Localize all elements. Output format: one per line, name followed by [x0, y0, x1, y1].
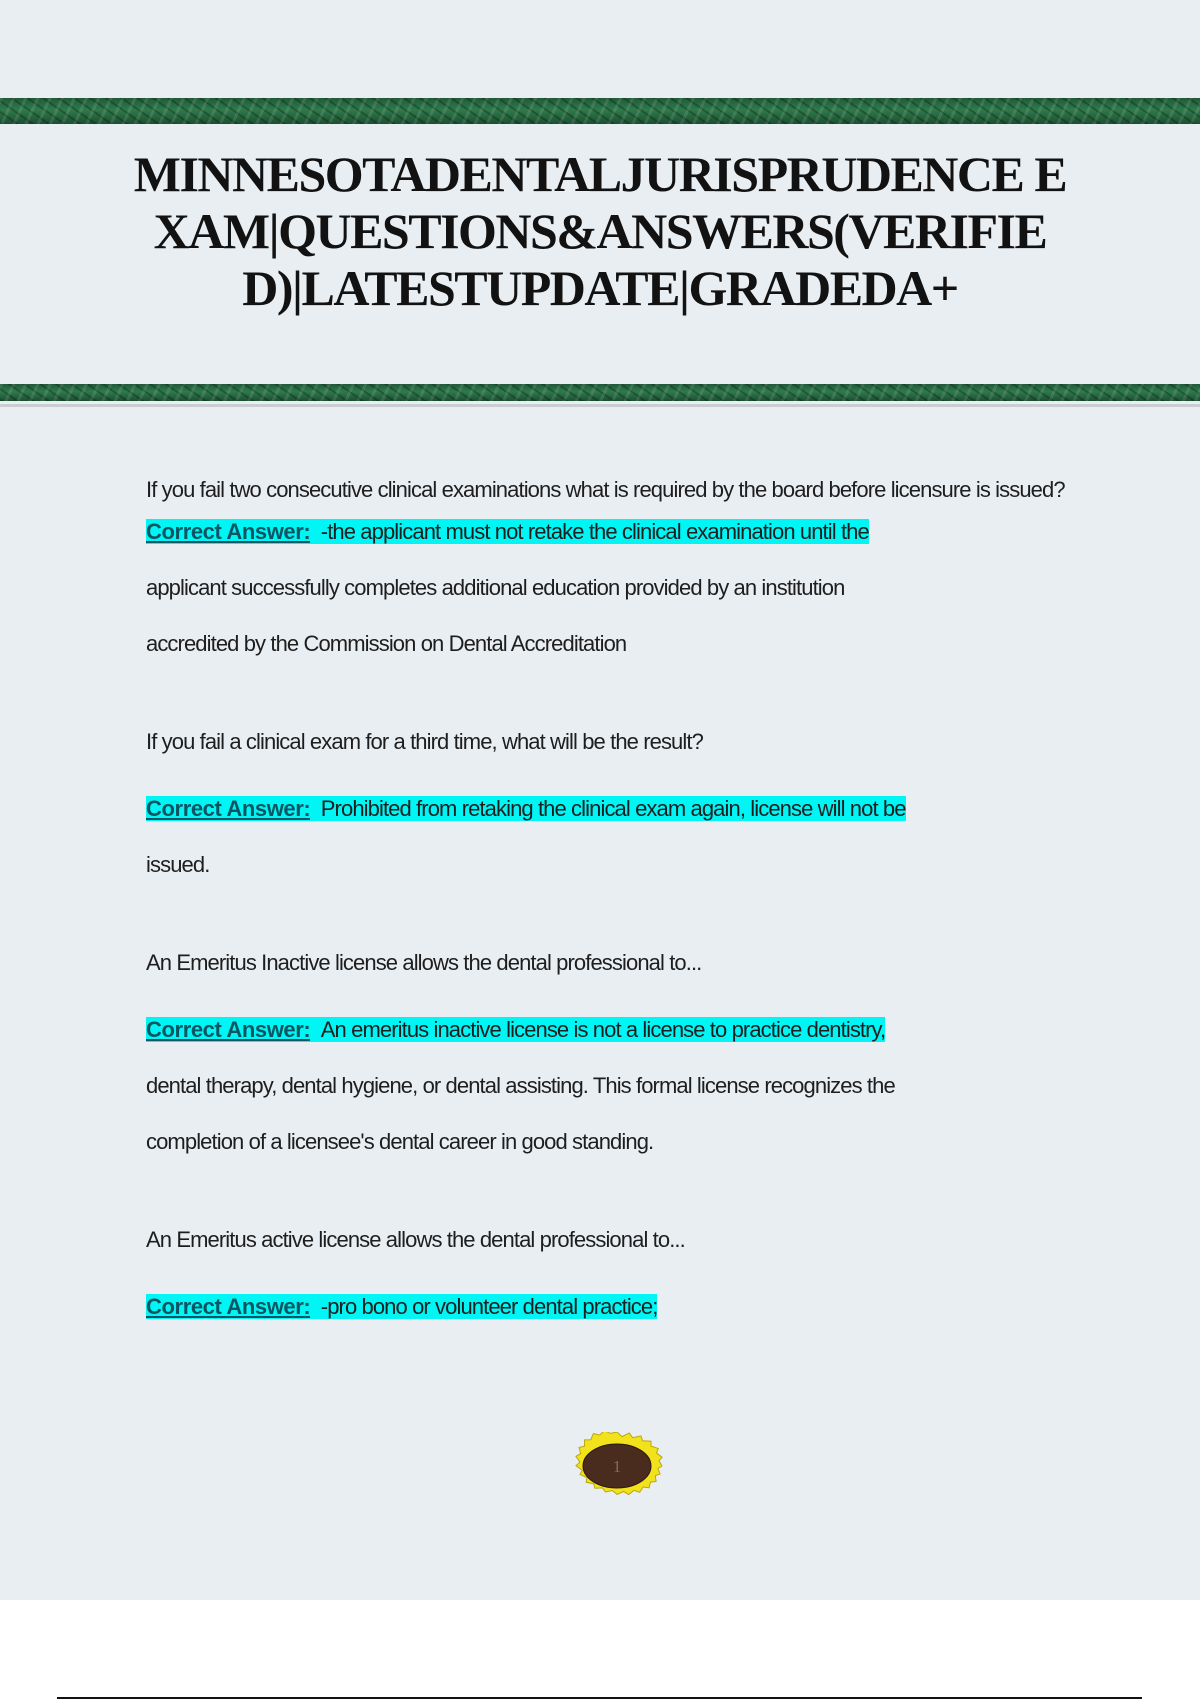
- answer-text: An emeritus inactive license is not a license to practice dentistry,: [320, 1017, 886, 1042]
- answer-continuation: accredited by the Commission on Dental Accreditation: [146, 631, 627, 656]
- answer-continuation: issued.: [146, 852, 210, 877]
- bottom-decorative-band: [0, 384, 1200, 401]
- answer-line: [146, 1002, 1096, 1058]
- question-text: An Emeritus active license allows the dental professional to...: [146, 1227, 685, 1252]
- qa-item-2: [146, 728, 1096, 893]
- answer-continuation: completion of a licensee's dental career in good standing.: [146, 1129, 654, 1154]
- answer-highlight: [310, 1294, 657, 1319]
- answer-continuation: dental therapy, dental hygiene, or dental assisting. This formal license recognizes the: [146, 1073, 895, 1098]
- page-number-sunburst-icon: [566, 1432, 668, 1504]
- answer-highlight: [310, 519, 869, 544]
- answer-text: Prohibited from retaking the clinical exam again, license will not be: [320, 796, 906, 821]
- answer-highlight: [310, 1017, 885, 1042]
- correct-answer-label: Correct Answer:: [146, 796, 311, 821]
- page-number: 1: [612, 1457, 622, 1476]
- document-title: MINNESOTADENTALJURISPRUDENCE EXAM|QUESTIONS&ANSWERS(VERIFIED)|LATESTUPDATE|GRADEDA+: [133, 146, 1067, 316]
- qa-item-3: [146, 949, 1096, 1170]
- question-text: An Emeritus Inactive license allows the dental professional to...: [146, 950, 702, 975]
- answer-continuation: applicant successfully completes additional education provided by an institution: [146, 575, 845, 600]
- correct-answer-label: Correct Answer:: [146, 1017, 311, 1042]
- correct-answer-label: Correct Answer:: [146, 519, 311, 544]
- answer-text: -pro bono or volunteer dental practice;: [320, 1294, 658, 1319]
- qa-item-4: [146, 1226, 1096, 1335]
- top-decorative-band: [0, 98, 1200, 124]
- question-text: If you fail a clinical exam for a third time, what will be the result?: [146, 729, 703, 754]
- answer-line: [146, 504, 1096, 560]
- answer-text: -the applicant must not retake the clinical examination until the: [320, 519, 869, 544]
- answer-line: [146, 1279, 1096, 1335]
- answer-highlight: [310, 796, 905, 821]
- qa-item-1: [146, 476, 1096, 672]
- band-divider: [0, 404, 1200, 407]
- answer-line: [146, 781, 1096, 837]
- correct-answer-label: Correct Answer:: [146, 1294, 311, 1319]
- footer-rule: [57, 1697, 1142, 1699]
- question-text: If you fail two consecutive clinical examinations what is required by the board before licensure is issued?: [146, 477, 1065, 502]
- qa-list: [146, 476, 1096, 1391]
